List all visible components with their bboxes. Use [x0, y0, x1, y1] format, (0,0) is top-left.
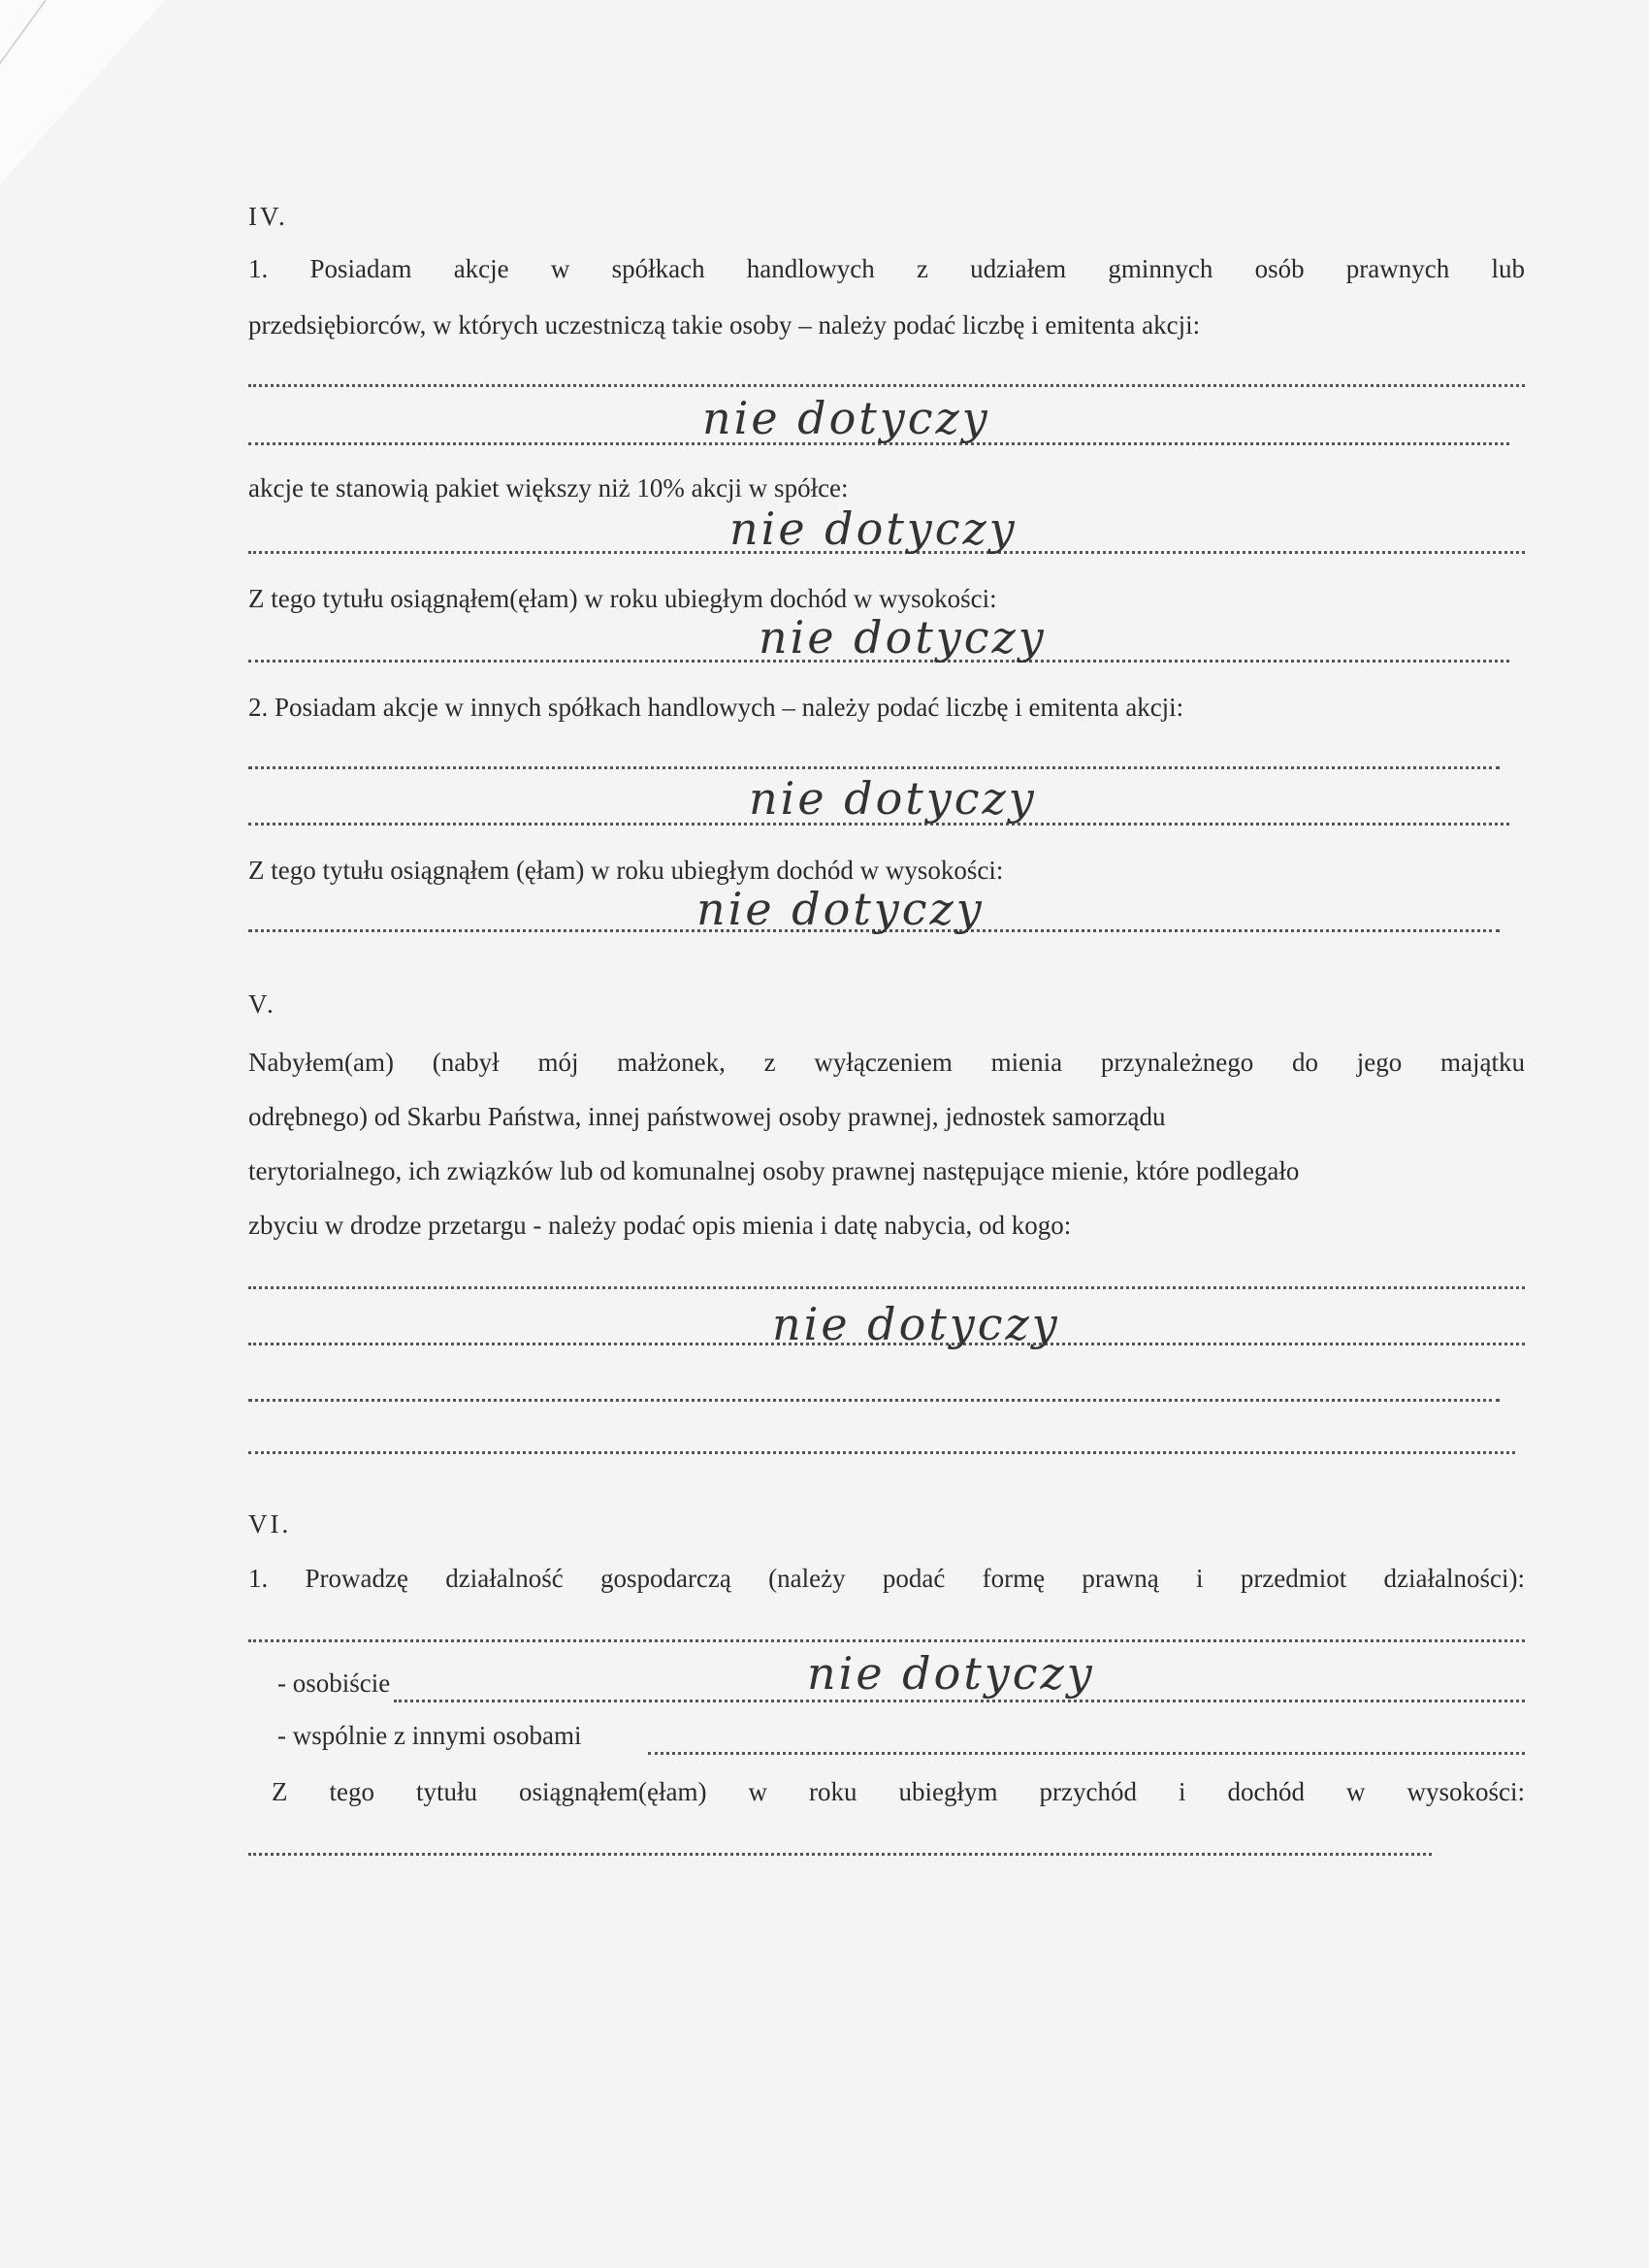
- section-iv-pakiet-label: akcje te stanowią pakiet większy niż 10% akcji w spółce:: [248, 473, 849, 502]
- answer-line: [248, 1853, 1432, 1856]
- section-vi-dochod-label: Z tego tytułu osiągnąłem(ęłam) w roku ubiegłym przychód i dochód w wysokości:: [272, 1777, 1525, 1806]
- answer-line: [248, 1451, 1515, 1454]
- section-iv-p1-line1: 1. Posiadam akcje w spółkach handlowych z udziałem gminnych osób prawnych lub: [248, 254, 1525, 283]
- section-iv-heading: IV.: [248, 202, 288, 231]
- section-vi-heading: VI.: [248, 1509, 292, 1539]
- answer-line: [248, 1399, 1500, 1402]
- handwritten-answer: nie dotyczy: [772, 1298, 1060, 1350]
- form-page: [248, 0, 1525, 2268]
- handwritten-answer: nie dotyczy: [729, 502, 1018, 555]
- section-v-line2: odrębnego) od Skarbu Państwa, innej państwowej osoby prawnej, jednostek samorządu: [248, 1102, 1166, 1131]
- handwritten-answer: nie dotyczy: [696, 883, 985, 935]
- handwritten-answer: nie dotyczy: [749, 772, 1037, 825]
- section-v-heading: V.: [248, 989, 276, 1019]
- answer-line: [248, 1286, 1525, 1289]
- handwritten-answer: nie dotyczy: [702, 392, 990, 444]
- osobiscie-label: - osobiście: [277, 1669, 391, 1698]
- answer-line: [248, 1639, 1525, 1642]
- section-iv-p2-line1: 2. Posiadam akcje w innych spółkach handlowych – należy podać liczbę i emitenta akcji:: [248, 693, 1184, 722]
- section-iv-p2-dochod-label: Z tego tytułu osiągnąłem (ęłam) w roku ubiegłym dochód w wysokości:: [248, 856, 1004, 885]
- answer-line: [248, 766, 1500, 769]
- section-v-line3: terytorialnego, ich związków lub od komunalnej osoby prawnej następujące mienie, które podlegało: [248, 1156, 1300, 1185]
- section-vi-line1: 1. Prowadzę działalność gospodarczą (należy podać formę prawną i przedmiot działalności):: [248, 1564, 1525, 1593]
- answer-line: [248, 384, 1525, 387]
- wspolnie-label: - wspólnie z innymi osobami: [277, 1721, 582, 1750]
- wspolnie-answer-line: [648, 1723, 1525, 1755]
- section-iv-dochod-label: Z tego tytułu osiągnąłem(ęłam) w roku ubiegłym dochód w wysokości:: [248, 584, 997, 613]
- handwritten-answer: nie dotyczy: [759, 611, 1047, 664]
- handwritten-answer: nie dotyczy: [807, 1647, 1095, 1700]
- section-v-line1: Nabyłem(am) (nabył mój małżonek, z wyłączeniem mienia przynależnego do jego majątku: [248, 1048, 1525, 1077]
- section-iv-p1-line2: przedsiębiorców, w których uczestniczą takie osoby – należy podać liczbę i emitenta akcji:: [248, 310, 1201, 340]
- section-v-line4: zbyciu w drodze przetargu - należy podać opis mienia i datę nabycia, od kogo:: [248, 1211, 1072, 1240]
